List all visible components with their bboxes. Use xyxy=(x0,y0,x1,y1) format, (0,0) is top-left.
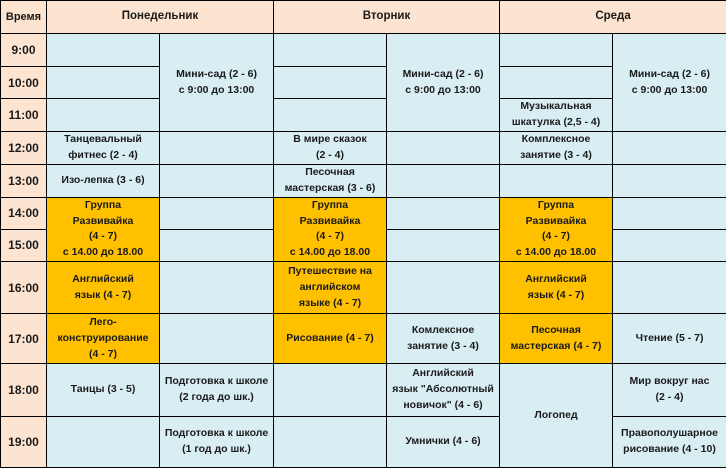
class-cell-tue-group-razvivayka: Группа Развивайка (4 - 7) с 14.00 до 18.00 xyxy=(274,197,387,261)
empty-cell xyxy=(500,67,613,99)
empty-cell xyxy=(47,99,160,132)
empty-cell xyxy=(387,164,500,197)
time-row-14 xyxy=(1,197,726,229)
class-cell-tue-english-journey: Путешествие на английском языке (4 - 7) xyxy=(274,262,387,314)
empty-cell xyxy=(274,416,387,467)
time-label: 16:00 xyxy=(1,262,47,314)
empty-cell xyxy=(274,99,387,132)
class-cell-mon-dances: Танцы (3 - 5) xyxy=(47,364,160,416)
class-cell-wed-logoped: Логопед xyxy=(500,364,613,468)
day-header-monday: Понедельник xyxy=(47,1,274,34)
class-cell-wed-english: Английский язык (4 - 7) xyxy=(500,262,613,314)
class-cell-wed-mini-sad: Мини-сад (2 - 6) с 9:00 до 13:00 xyxy=(613,34,726,132)
empty-cell xyxy=(160,132,274,165)
class-cell-wed-right-brain: Правополушарное рисование (4 - 10) xyxy=(613,416,726,467)
class-cell-wed-sand-workshop: Песочная мастерская (4 - 7) xyxy=(500,314,613,364)
class-cell-wed-group-razvivayka: Группа Развивайка (4 - 7) с 14.00 до 18.00 xyxy=(500,197,613,261)
time-row-13 xyxy=(1,164,726,197)
class-cell-tue-english-absolute: Английский язык "Абсолютный новичок" (4 - 6) xyxy=(387,364,500,416)
class-cell-tue-sand-workshop: Песочная мастерская (3 - 6) xyxy=(274,164,387,197)
class-cell-mon-group-razvivayka: Группа Развивайка (4 - 7) с 14.00 до 18.00 xyxy=(47,197,160,261)
time-label: 12:00 xyxy=(1,132,47,165)
empty-cell xyxy=(160,262,274,314)
time-label: 17:00 xyxy=(1,314,47,364)
time-label: 9:00 xyxy=(1,34,47,67)
empty-cell xyxy=(387,197,500,229)
class-cell-mon-school-prep-2: Подготовка к школе (2 года до шк.) xyxy=(160,364,274,416)
empty-cell xyxy=(387,262,500,314)
class-cell-tue-mini-sad: Мини-сад (2 - 6) с 9:00 до 13:00 xyxy=(387,34,500,132)
class-cell-mon-lego: Лего- конструирование (4 - 7) xyxy=(47,314,160,364)
time-row-18 xyxy=(1,364,726,416)
empty-cell xyxy=(274,34,387,67)
empty-cell xyxy=(613,164,726,197)
empty-cell xyxy=(47,34,160,67)
time-label: 10:00 xyxy=(1,67,47,99)
time-row-17 xyxy=(1,314,726,364)
time-header: Время xyxy=(1,1,47,34)
time-label: 14:00 xyxy=(1,197,47,229)
time-row-12 xyxy=(1,132,726,165)
empty-cell xyxy=(387,132,500,165)
time-row-16 xyxy=(1,262,726,314)
class-cell-mon-izo-lepka: Изо-лепка (3 - 6) xyxy=(47,164,160,197)
empty-cell xyxy=(274,67,387,99)
class-cell-mon-dance-fitness: Танцевальный фитнес (2 - 4) xyxy=(47,132,160,165)
empty-cell xyxy=(47,416,160,467)
empty-cell xyxy=(613,132,726,165)
empty-cell xyxy=(274,364,387,416)
empty-cell xyxy=(387,229,500,261)
class-cell-tue-complex-lesson: Комлексное занятие (3 - 4) xyxy=(387,314,500,364)
class-cell-mon-english: Английский язык (4 - 7) xyxy=(47,262,160,314)
class-cell-tue-umnichki: Умнички (4 - 6) xyxy=(387,416,500,467)
class-cell-wed-world-around: Мир вокруг нас (2 - 4) xyxy=(613,364,726,416)
class-cell-mon-school-prep-1: Подготовка к школе (1 год до шк.) xyxy=(160,416,274,467)
empty-cell xyxy=(613,229,726,261)
empty-cell xyxy=(160,314,274,364)
class-cell-mon-mini-sad: Мини-сад (2 - 6) с 9:00 до 13:00 xyxy=(160,34,274,132)
time-label: 11:00 xyxy=(1,99,47,132)
header-row xyxy=(1,1,726,34)
empty-cell xyxy=(500,164,613,197)
day-header-tuesday: Вторник xyxy=(274,1,500,34)
class-cell-tue-drawing: Рисование (4 - 7) xyxy=(274,314,387,364)
class-cell-wed-music-box: Музыкальная шкатулка (2,5 - 4) xyxy=(500,99,613,132)
time-label: 18:00 xyxy=(1,364,47,416)
class-cell-wed-complex-lesson: Комплексное занятие (3 - 4) xyxy=(500,132,613,165)
empty-cell xyxy=(613,262,726,314)
time-label: 19:00 xyxy=(1,416,47,467)
time-row-19 xyxy=(1,416,726,467)
time-label: 15:00 xyxy=(1,229,47,261)
empty-cell xyxy=(160,164,274,197)
empty-cell xyxy=(160,197,274,229)
class-cell-wed-reading: Чтение (5 - 7) xyxy=(613,314,726,364)
empty-cell xyxy=(47,67,160,99)
class-cell-tue-fairy-tales: В мире сказок (2 - 4) xyxy=(274,132,387,165)
empty-cell xyxy=(160,229,274,261)
empty-cell xyxy=(613,197,726,229)
time-row-9 xyxy=(1,34,726,67)
day-header-wednesday: Среда xyxy=(500,1,726,34)
empty-cell xyxy=(500,34,613,67)
time-label: 13:00 xyxy=(1,164,47,197)
